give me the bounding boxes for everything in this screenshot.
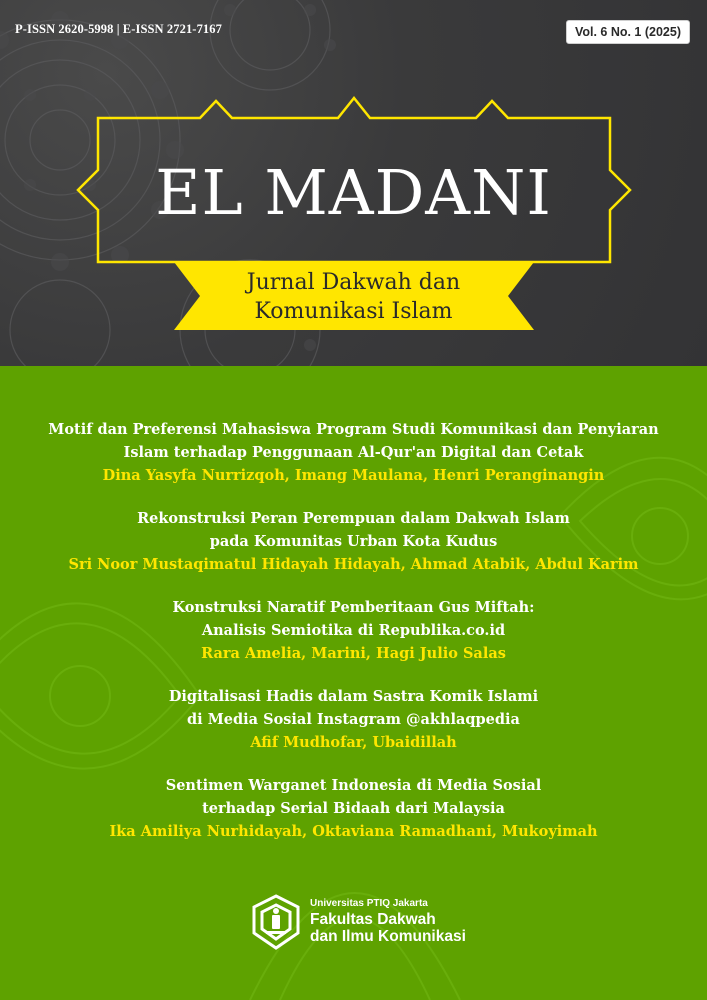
article-authors: Rara Amelia, Marini, Hagi Julio Salas xyxy=(201,645,506,662)
article-title-line: Konstruksi Naratif Pemberitaan Gus Miftah: xyxy=(172,599,535,616)
article-entry xyxy=(0,774,707,843)
article-title-line: Islam terhadap Penggunaan Al-Qur'an Digital dan Cetak xyxy=(123,444,584,461)
article-authors: Afif Mudhofar, Ubaidillah xyxy=(250,734,457,751)
university-emblem-icon xyxy=(248,893,304,951)
volume-badge: Vol. 6 No. 1 (2025) xyxy=(566,20,690,44)
article-title-line: Digitalisasi Hadis dalam Sastra Komik Islami xyxy=(168,688,539,705)
article-list xyxy=(0,418,707,863)
article-title-line: pada Komunitas Urban Kota Kudus xyxy=(209,533,498,550)
article-entry xyxy=(0,418,707,487)
article-title-line: Motif dan Preferensi Mahasiswa Program Studi Komunikasi dan Penyiaran xyxy=(48,421,659,438)
faculty-name-line-1: Fakultas Dakwah xyxy=(310,911,436,928)
issn-numbers: P-ISSN 2620-5998 | E-ISSN 2721-7167 xyxy=(15,22,222,36)
article-authors: Ika Amiliya Nurhidayah, Oktaviana Ramadhani, Mukoyimah xyxy=(109,823,598,840)
publisher-logo xyxy=(248,893,488,953)
faculty-name-line-2: dan Ilmu Komunikasi xyxy=(310,928,466,945)
article-title-line: di Media Sosial Instagram @akhlaqpedia xyxy=(187,711,520,728)
article-authors: Sri Noor Mustaqimatul Hidayah Hidayah, Ahmad Atabik, Abdul Karim xyxy=(68,556,639,573)
article-entry xyxy=(0,507,707,576)
article-title-line: terhadap Serial Bidaah dari Malaysia xyxy=(202,800,505,817)
article-title-line: Analisis Semiotika di Republika.co.id xyxy=(201,622,506,639)
cover-top-section xyxy=(0,0,707,366)
subtitle-line-2: Komunikasi Islam xyxy=(254,299,453,324)
journal-subtitle xyxy=(0,268,707,326)
article-entry xyxy=(0,685,707,754)
journal-title: EL MADANI xyxy=(155,156,552,229)
subtitle-line-1: Jurnal Dakwah dan xyxy=(246,270,461,295)
article-title-line: Sentimen Warganet Indonesia di Media Sosial xyxy=(165,777,542,794)
university-name: Universitas PTIQ Jakarta xyxy=(310,898,428,909)
article-entry xyxy=(0,596,707,665)
article-title-line: Rekonstruksi Peran Perempuan dalam Dakwah Islam xyxy=(137,510,570,527)
article-authors: Dina Yasyfa Nurrizqoh, Imang Maulana, Henri Peranginangin xyxy=(102,467,605,484)
